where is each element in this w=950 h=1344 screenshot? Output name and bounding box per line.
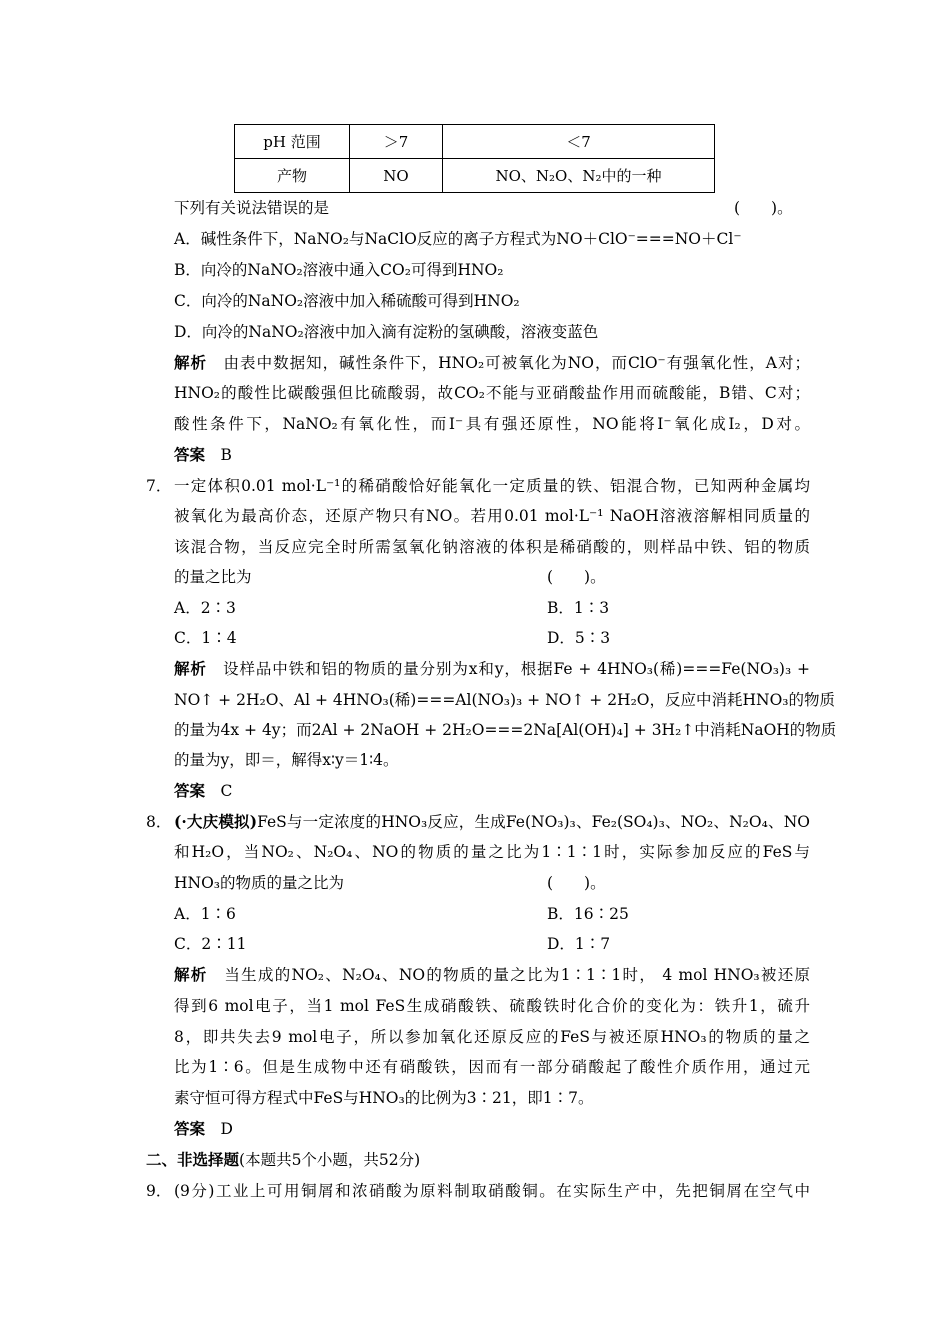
table-cell: ＞7 [350, 125, 443, 159]
q7-answer [174, 780, 810, 802]
table-cell: NO、N₂O、N₂中的一种 [443, 159, 715, 193]
q8-analysis-line-5: 素守恒可得方程式中FeS与HNO₃的比例为3∶21，即1∶7。 [174, 1089, 594, 1107]
q7-paren: ( )。 [547, 568, 606, 586]
q6-answer [174, 444, 810, 466]
q6-option-c: C．向冷的NaNO₂溶液中加入稀硫酸可得到HNO₂ [174, 292, 520, 310]
q7-line-2: 被氧化为最高价态，还原产物只有NO。若用0.01 mol·L⁻¹ NaOH溶液溶解相同质量的 [174, 507, 810, 525]
answer-value: C [220, 782, 233, 800]
analysis-text: 当生成的NO₂、N₂O₄、NO的物质的量之比为1∶1∶1时， 4 mol HNO₃被还原 [224, 966, 810, 984]
section-heading [146, 1149, 420, 1171]
q7-line-4: 的量之比为 [174, 568, 252, 586]
q6-option-d: D．向冷的NaNO₂溶液中加入滴有淀粉的氢碘酸，溶液变蓝色 [174, 323, 599, 341]
analysis-text: 设样品中铁和铝的物质的量分别为x和y，根据Fe + 4HNO₃(稀)===Fe(NO₃)₃ + [223, 660, 810, 678]
q6-analysis-line-3: 酸性条件下，NaNO₂有氧化性，而I⁻具有强还原性，NO能将I⁻氧化成I₂，D对。 [174, 415, 810, 433]
q7-analysis-line-1 [174, 658, 810, 680]
section-title: 二、非选择题 [146, 1150, 240, 1169]
q7-analysis-line-2: NO↑ + 2H₂O、Al + 4HNO₃(稀)===Al(NO₃)₃ + NO↑ + 2H₂O，反应中消耗HNO₃的物质 [174, 691, 835, 709]
ph-table [234, 124, 715, 193]
q8-option-a: A．1∶6 [174, 905, 236, 923]
table-row [235, 125, 715, 159]
analysis-label: 解析 [174, 659, 207, 678]
q8-analysis-line-1 [174, 964, 810, 986]
table-cell: ＜7 [443, 125, 715, 159]
q8-answer [174, 1118, 810, 1140]
q8-line-3: HNO₃的物质的量之比为 [174, 874, 345, 892]
q7-line-1: 一定体积0.01 mol·L⁻¹的稀硝酸恰好能氧化一定质量的铁、铝混合物，已知两种金属均 [174, 477, 810, 495]
q9-line-1: (9分)工业上可用铜屑和浓硝酸为原料制取硝酸铜。在实际生产中，先把铜屑在空气中 [174, 1182, 810, 1200]
answer-label: 答案 [174, 1119, 206, 1138]
table-row [235, 159, 715, 193]
answer-value: D [220, 1120, 233, 1138]
q6-analysis-line-1 [174, 352, 810, 374]
q7-analysis-line-4: 的量为y，即＝，解得x∶y＝1∶4。 [174, 751, 399, 769]
q6-paren: ( )。 [734, 199, 793, 217]
table-cell: pH 范围 [235, 125, 350, 159]
table-cell: 产物 [235, 159, 350, 193]
q8-line-1 [174, 811, 810, 833]
q6-stem: 下列有关说法错误的是 [174, 199, 330, 217]
analysis-text: 由表中数据知，碱性条件下，HNO₂可被氧化为NO，而ClO⁻有强氧化性，A对； [223, 354, 810, 372]
q7-option-d: D．5∶3 [547, 629, 611, 647]
answer-value: B [220, 446, 232, 464]
answer-label: 答案 [174, 445, 206, 464]
answer-label: 答案 [174, 781, 206, 800]
table-cell: NO [350, 159, 443, 193]
q8-option-c: C．2∶11 [174, 935, 247, 953]
q8-analysis-line-3: 8，即共失去9 mol电子，所以参加氧化还原反应的FeS与被还原HNO₃的物质的量之 [174, 1028, 810, 1046]
analysis-label: 解析 [174, 965, 208, 984]
q7-option-c: C．1∶4 [174, 629, 237, 647]
q8-source: (·大庆模拟) [174, 812, 258, 831]
q6-analysis-line-2: HNO₂的酸性比碳酸强但比硫酸弱，故CO₂不能与亚硝酸盐作用而硫酸能，B错、C对； [174, 384, 810, 402]
q8-option-b: B．16∶25 [547, 905, 629, 923]
q7-line-3: 该混合物，当反应完全时所需氢氧化钠溶液的体积是稀硝酸的，则样品中铁、铝的物质 [174, 538, 810, 556]
q8-paren: ( )。 [547, 874, 606, 892]
q8-option-d: D．1∶7 [547, 935, 611, 953]
section-note: (本题共5个小题，共52分) [239, 1151, 421, 1169]
q8-analysis-line-4: 比为1∶6。但是生成物中还有硝酸铁，因而有一部分硝酸起了酸性介质作用，通过元 [174, 1058, 810, 1076]
q6-option-a: A．碱性条件下，NaNO₂与NaClO反应的离子方程式为NO＋ClO⁻===NO＋Cl⁻ [174, 230, 742, 248]
q7-option-b: B．1∶3 [547, 599, 610, 617]
q6-option-b: B．向冷的NaNO₂溶液中通入CO₂可得到HNO₂ [174, 261, 504, 279]
q7-analysis-line-3: 的量为4x + 4y；而2Al + 2NaOH + 2H₂O===2Na[Al(OH)₄] + 3H₂↑中消耗NaOH的物质 [174, 721, 837, 739]
q9-number: 9． [146, 1182, 172, 1200]
q7-number: 7． [146, 477, 172, 495]
q8-analysis-line-2: 得到6 mol电子，当1 mol FeS生成硝酸铁、硫酸铁时化合价的变化为：铁升1，硫升 [174, 997, 810, 1015]
analysis-label: 解析 [174, 353, 208, 372]
q8-number: 8． [146, 813, 172, 831]
q7-option-a: A．2∶3 [174, 599, 236, 617]
q8-line-1-text: FeS与一定浓度的HNO₃反应，生成Fe(NO₃)₃、Fe₂(SO₄)₃、NO₂、N₂O₄、NO [257, 813, 810, 831]
q8-line-2: 和H₂O，当NO₂、N₂O₄、NO的物质的量之比为1∶1∶1时，实际参加反应的FeS与 [174, 843, 810, 861]
